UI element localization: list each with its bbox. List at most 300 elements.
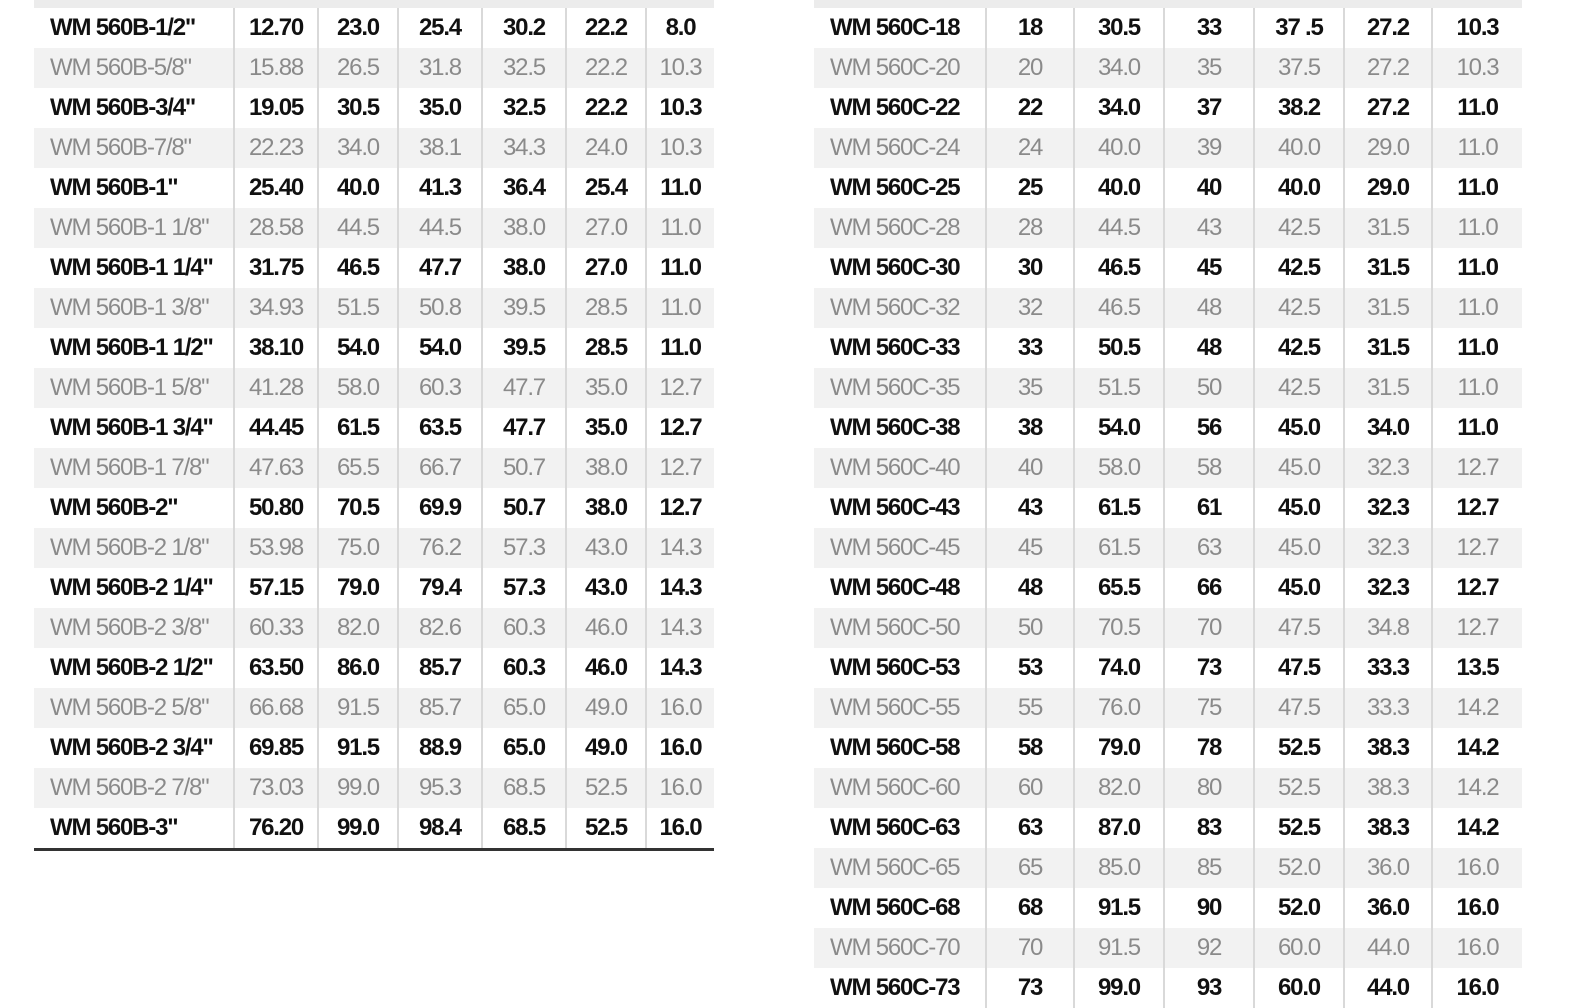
value-cell: 55 [986,688,1074,728]
value-cell: 90 [1164,888,1254,928]
value-cell: 10.3 [646,48,714,88]
value-cell: 52.0 [1254,888,1344,928]
table-row [34,768,714,808]
value-cell: 42.5 [1254,248,1344,288]
value-cell: 60.3 [482,648,566,688]
value-cell: 43.0 [566,528,646,568]
value-cell: 40.0 [1254,128,1344,168]
table-row [814,368,1522,408]
value-cell: 52.5 [566,768,646,808]
value-cell: 70 [1164,608,1254,648]
value-cell: 42.5 [1254,328,1344,368]
model-cell: WM 560B-1 5/8" [34,368,234,408]
value-cell: 32.3 [1344,568,1432,608]
value-cell: 50 [1164,368,1254,408]
table-row [34,248,714,288]
value-cell: 79.4 [398,568,482,608]
model-cell: WM 560C-22 [814,88,986,128]
value-cell: 50.80 [234,488,318,528]
value-cell: 99.0 [318,768,398,808]
value-cell: 88.9 [398,728,482,768]
table-row [34,648,714,688]
table-row [34,568,714,608]
value-cell: 45.0 [1254,408,1344,448]
model-cell: WM 560C-55 [814,688,986,728]
value-cell: 44.0 [1344,928,1432,968]
table-row [814,648,1522,688]
value-cell: 53.98 [234,528,318,568]
model-cell: WM 560C-40 [814,448,986,488]
value-cell: 40.0 [1074,168,1164,208]
value-cell: 16.0 [1432,968,1522,1008]
value-cell: 45 [986,528,1074,568]
table-row [814,48,1522,88]
value-cell: 44.5 [398,208,482,248]
value-cell: 65.0 [482,728,566,768]
value-cell: 63 [1164,528,1254,568]
table-row [814,808,1522,848]
value-cell: 36.0 [1344,888,1432,928]
value-cell: 83 [1164,808,1254,848]
model-cell: WM 560C-53 [814,648,986,688]
value-cell: 14.2 [1432,808,1522,848]
value-cell: 44.0 [1344,968,1432,1008]
value-cell: 48 [1164,288,1254,328]
value-cell: 16.0 [646,768,714,808]
value-cell: 49.0 [566,728,646,768]
value-cell: 18 [986,8,1074,48]
table-b-top-edge [34,0,714,8]
model-cell: WM 560C-32 [814,288,986,328]
value-cell: 46.0 [566,648,646,688]
value-cell: 42.5 [1254,208,1344,248]
table-row [814,968,1522,1008]
value-cell: 85.0 [1074,848,1164,888]
value-cell: 82.0 [318,608,398,648]
value-cell: 92 [1164,928,1254,968]
model-cell: WM 560B-1/2" [34,8,234,48]
value-cell: 33 [986,328,1074,368]
value-cell: 38.3 [1344,728,1432,768]
value-cell: 95.3 [398,768,482,808]
value-cell: 47.7 [398,248,482,288]
value-cell: 58 [986,728,1074,768]
model-cell: WM 560B-1 1/2" [34,328,234,368]
value-cell: 61.5 [318,408,398,448]
value-cell: 12.7 [646,368,714,408]
value-cell: 47.7 [482,408,566,448]
model-cell: WM 560C-28 [814,208,986,248]
value-cell: 44.45 [234,408,318,448]
value-cell: 76.2 [398,528,482,568]
table-row [34,368,714,408]
value-cell: 10.3 [1432,48,1522,88]
value-cell: 16.0 [646,728,714,768]
value-cell: 11.0 [1432,128,1522,168]
table-row [814,128,1522,168]
table-row [34,208,714,248]
value-cell: 14.3 [646,528,714,568]
value-cell: 60 [986,768,1074,808]
model-cell: WM 560C-20 [814,48,986,88]
value-cell: 32.3 [1344,488,1432,528]
model-cell: WM 560C-60 [814,768,986,808]
model-cell: WM 560C-48 [814,568,986,608]
value-cell: 26.5 [318,48,398,88]
model-cell: WM 560C-58 [814,728,986,768]
value-cell: 39.5 [482,328,566,368]
value-cell: 27.2 [1344,8,1432,48]
value-cell: 91.5 [318,728,398,768]
table-row [814,688,1522,728]
value-cell: 28.58 [234,208,318,248]
value-cell: 27.2 [1344,88,1432,128]
table-row [814,608,1522,648]
value-cell: 31.5 [1344,288,1432,328]
value-cell: 34.8 [1344,608,1432,648]
value-cell: 47.5 [1254,688,1344,728]
value-cell: 37 .5 [1254,8,1344,48]
value-cell: 16.0 [1432,888,1522,928]
value-cell: 25.40 [234,168,318,208]
value-cell: 63.50 [234,648,318,688]
value-cell: 47.7 [482,368,566,408]
table-row [814,208,1522,248]
value-cell: 73.03 [234,768,318,808]
value-cell: 28.5 [566,288,646,328]
value-cell: 44.5 [318,208,398,248]
value-cell: 52.5 [1254,728,1344,768]
model-cell: WM 560C-50 [814,608,986,648]
value-cell: 78 [1164,728,1254,768]
table-row [34,608,714,648]
model-cell: WM 560B-7/8" [34,128,234,168]
table-row [814,568,1522,608]
value-cell: 24.0 [566,128,646,168]
value-cell: 36.4 [482,168,566,208]
value-cell: 66.7 [398,448,482,488]
value-cell: 60.3 [482,608,566,648]
table-row [34,168,714,208]
value-cell: 33.3 [1344,688,1432,728]
value-cell: 12.7 [646,408,714,448]
value-cell: 52.0 [1254,848,1344,888]
value-cell: 12.7 [646,448,714,488]
table-row [814,728,1522,768]
value-cell: 16.0 [646,688,714,728]
value-cell: 11.0 [646,248,714,288]
value-cell: 53 [986,648,1074,688]
value-cell: 44.5 [1074,208,1164,248]
value-cell: 11.0 [646,328,714,368]
value-cell: 14.2 [1432,728,1522,768]
value-cell: 31.5 [1344,248,1432,288]
value-cell: 16.0 [1432,928,1522,968]
table-c-top-edge [814,0,1522,8]
table-row [814,248,1522,288]
model-cell: WM 560B-1 3/8" [34,288,234,328]
value-cell: 60.33 [234,608,318,648]
value-cell: 11.0 [1432,248,1522,288]
value-cell: 74.0 [1074,648,1164,688]
value-cell: 22.2 [566,8,646,48]
value-cell: 11.0 [646,208,714,248]
value-cell: 61 [1164,488,1254,528]
value-cell: 32.5 [482,88,566,128]
value-cell: 65.5 [1074,568,1164,608]
value-cell: 68.5 [482,808,566,850]
value-cell: 31.5 [1344,368,1432,408]
value-cell: 14.2 [1432,768,1522,808]
value-cell: 38.2 [1254,88,1344,128]
value-cell: 12.7 [1432,488,1522,528]
value-cell: 60.0 [1254,968,1344,1008]
value-cell: 86.0 [318,648,398,688]
value-cell: 22 [986,88,1074,128]
value-cell: 30 [986,248,1074,288]
model-cell: WM 560B-1 1/4" [34,248,234,288]
value-cell: 25.4 [398,8,482,48]
model-cell: WM 560C-45 [814,528,986,568]
value-cell: 40.0 [1254,168,1344,208]
value-cell: 20 [986,48,1074,88]
value-cell: 11.0 [1432,168,1522,208]
value-cell: 70 [986,928,1074,968]
value-cell: 33 [1164,8,1254,48]
value-cell: 14.3 [646,608,714,648]
value-cell: 65.5 [318,448,398,488]
value-cell: 50.8 [398,288,482,328]
value-cell: 61.5 [1074,488,1164,528]
value-cell: 35.0 [566,408,646,448]
value-cell: 85.7 [398,648,482,688]
model-cell: WM 560B-2 3/4" [34,728,234,768]
value-cell: 63 [986,808,1074,848]
value-cell: 10.3 [1432,8,1522,48]
value-cell: 10.3 [646,128,714,168]
value-cell: 57.15 [234,568,318,608]
value-cell: 34.0 [1344,408,1432,448]
value-cell: 38.3 [1344,768,1432,808]
value-cell: 32.3 [1344,448,1432,488]
value-cell: 79.0 [1074,728,1164,768]
value-cell: 11.0 [1432,408,1522,448]
value-cell: 40 [986,448,1074,488]
value-cell: 25 [986,168,1074,208]
value-cell: 22.2 [566,88,646,128]
value-cell: 12.7 [1432,568,1522,608]
value-cell: 45.0 [1254,568,1344,608]
table-row [34,728,714,768]
value-cell: 37.5 [1254,48,1344,88]
value-cell: 66.68 [234,688,318,728]
value-cell: 68 [986,888,1074,928]
value-cell: 27.0 [566,248,646,288]
table-row [34,408,714,448]
value-cell: 45.0 [1254,448,1344,488]
table-row [814,888,1522,928]
value-cell: 30.5 [1074,8,1164,48]
value-cell: 63.5 [398,408,482,448]
value-cell: 48 [986,568,1074,608]
value-cell: 51.5 [318,288,398,328]
value-cell: 11.0 [1432,288,1522,328]
value-cell: 14.3 [646,648,714,688]
value-cell: 38.0 [482,208,566,248]
value-cell: 34.0 [1074,48,1164,88]
value-cell: 46.5 [1074,248,1164,288]
value-cell: 54.0 [398,328,482,368]
value-cell: 91.5 [318,688,398,728]
table-row [814,928,1522,968]
value-cell: 11.0 [1432,88,1522,128]
value-cell: 58.0 [1074,448,1164,488]
value-cell: 91.5 [1074,928,1164,968]
value-cell: 93 [1164,968,1254,1008]
value-cell: 33.3 [1344,648,1432,688]
value-cell: 23.0 [318,8,398,48]
value-cell: 38.3 [1344,808,1432,848]
value-cell: 12.7 [1432,448,1522,488]
value-cell: 41.3 [398,168,482,208]
value-cell: 16.0 [1432,848,1522,888]
value-cell: 41.28 [234,368,318,408]
table-row [34,288,714,328]
value-cell: 25.4 [566,168,646,208]
value-cell: 58.0 [318,368,398,408]
value-cell: 36.0 [1344,848,1432,888]
model-cell: WM 560B-2 7/8" [34,768,234,808]
table-row [814,8,1522,48]
value-cell: 73 [986,968,1074,1008]
model-cell: WM 560B-2 1/2" [34,648,234,688]
value-cell: 42.5 [1254,368,1344,408]
table-row [34,448,714,488]
model-cell: WM 560C-30 [814,248,986,288]
value-cell: 34.93 [234,288,318,328]
value-cell: 46.5 [1074,288,1164,328]
value-cell: 32.5 [482,48,566,88]
table-row [34,488,714,528]
value-cell: 22.2 [566,48,646,88]
table-row [34,128,714,168]
value-cell: 38.0 [566,448,646,488]
value-cell: 60.0 [1254,928,1344,968]
value-cell: 47.63 [234,448,318,488]
value-cell: 82.0 [1074,768,1164,808]
model-cell: WM 560C-25 [814,168,986,208]
value-cell: 27.0 [566,208,646,248]
value-cell: 13.5 [1432,648,1522,688]
value-cell: 30.2 [482,8,566,48]
value-cell: 70.5 [318,488,398,528]
value-cell: 85.7 [398,688,482,728]
value-cell: 40 [1164,168,1254,208]
value-cell: 85 [1164,848,1254,888]
value-cell: 22.23 [234,128,318,168]
value-cell: 11.0 [646,288,714,328]
model-cell: WM 560B-5/8" [34,48,234,88]
value-cell: 27.2 [1344,48,1432,88]
value-cell: 98.4 [398,808,482,850]
value-cell: 35.0 [566,368,646,408]
table-row [814,528,1522,568]
value-cell: 10.3 [646,88,714,128]
value-cell: 52.5 [1254,768,1344,808]
value-cell: 69.85 [234,728,318,768]
model-cell: WM 560C-63 [814,808,986,848]
value-cell: 69.9 [398,488,482,528]
value-cell: 75 [1164,688,1254,728]
value-cell: 38 [986,408,1074,448]
value-cell: 19.05 [234,88,318,128]
model-cell: WM 560B-2 3/8" [34,608,234,648]
value-cell: 47.5 [1254,648,1344,688]
table-row [34,48,714,88]
model-cell: WM 560C-43 [814,488,986,528]
value-cell: 70.5 [1074,608,1164,648]
value-cell: 40.0 [1074,128,1164,168]
value-cell: 45 [1164,248,1254,288]
value-cell: 50.7 [482,488,566,528]
model-cell: WM 560B-3" [34,808,234,850]
table-row [814,488,1522,528]
value-cell: 48 [1164,328,1254,368]
value-cell: 46.0 [566,608,646,648]
model-cell: WM 560B-1 3/4" [34,408,234,448]
value-cell: 11.0 [646,168,714,208]
value-cell: 91.5 [1074,888,1164,928]
value-cell: 30.5 [318,88,398,128]
model-cell: WM 560B-1 7/8" [34,448,234,488]
value-cell: 38.1 [398,128,482,168]
value-cell: 14.2 [1432,688,1522,728]
value-cell: 38.0 [566,488,646,528]
value-cell: 29.0 [1344,128,1432,168]
value-cell: 32.3 [1344,528,1432,568]
value-cell: 99.0 [1074,968,1164,1008]
value-cell: 52.5 [1254,808,1344,848]
value-cell: 79.0 [318,568,398,608]
value-cell: 15.88 [234,48,318,88]
model-cell: WM 560C-38 [814,408,986,448]
model-cell: WM 560B-1 1/8" [34,208,234,248]
value-cell: 76.0 [1074,688,1164,728]
model-cell: WM 560C-18 [814,8,986,48]
value-cell: 28.5 [566,328,646,368]
value-cell: 50.7 [482,448,566,488]
value-cell: 34.3 [482,128,566,168]
table-row [34,688,714,728]
table-row [814,88,1522,128]
table-row [34,88,714,128]
value-cell: 87.0 [1074,808,1164,848]
value-cell: 29.0 [1344,168,1432,208]
value-cell: 57.3 [482,568,566,608]
value-cell: 46.5 [318,248,398,288]
value-cell: 12.7 [1432,608,1522,648]
value-cell: 45.0 [1254,528,1344,568]
wm-560b-spec-table [34,8,714,851]
value-cell: 61.5 [1074,528,1164,568]
value-cell: 12.7 [646,488,714,528]
value-cell: 11.0 [1432,368,1522,408]
value-cell: 43 [986,488,1074,528]
value-cell: 66 [1164,568,1254,608]
value-cell: 31.8 [398,48,482,88]
value-cell: 38.10 [234,328,318,368]
table-row [814,288,1522,328]
